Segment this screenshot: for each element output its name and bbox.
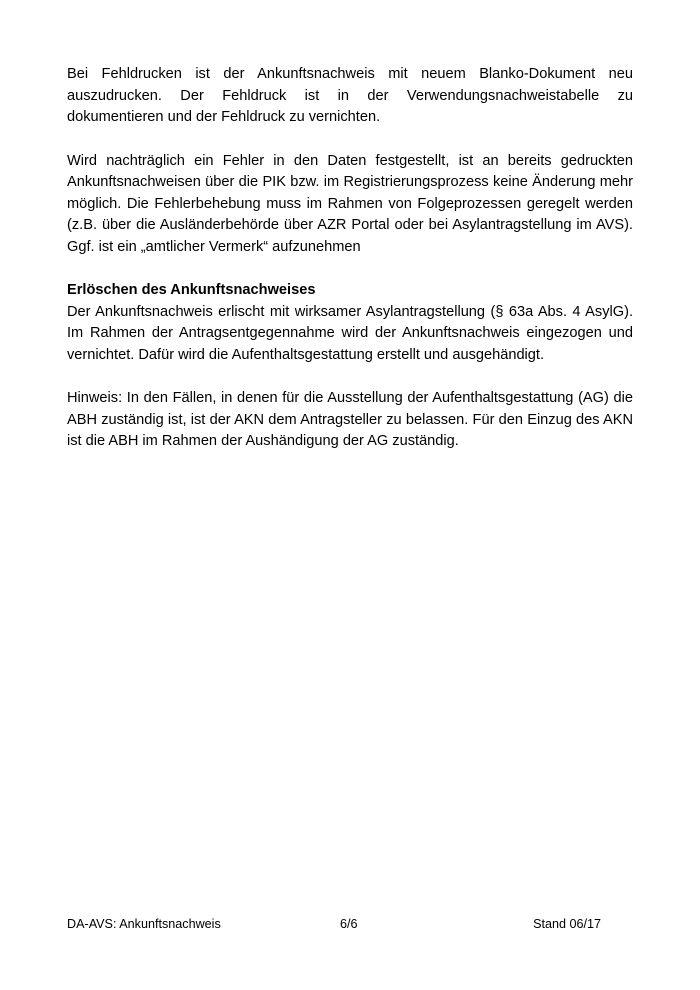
paragraph-hinweis: Hinweis: In den Fällen, in denen für die Ausstellung der Aufenthaltsgestattung (AG) die ABH zuständig ist, ist der AKN dem Antragsteller zu belassen. Für den Einzug des AKN ist die ABH im Rahmen der Aushändigung der AG zuständig. (67, 390, 633, 449)
paragraph-nachtraegliche-fehler: Wird nachträglich ein Fehler in den Daten festgestellt, ist an bereits gedruckten Ankunftsnachweisen über die PIK bzw. im Registrierungsprozess keine Änderung mehr möglich. Die Fehlerbehebung muss im Rahmen von Folgeprozessen geregelt werden (z.B. über die Ausländerbehörde über AZR Portal oder bei Asylantragstellung im AVS). Ggf. ist ein „amtlicher Vermerk“ aufzunehmen (67, 152, 633, 255)
footer-document-title: DA-AVS: Ankunftsnachweis (67, 917, 221, 931)
paragraph-spacer (67, 258, 633, 280)
page-footer (67, 914, 633, 934)
paragraph-spacer (67, 366, 633, 388)
footer-version: Stand 06/17 (533, 917, 601, 931)
page-body (67, 64, 633, 453)
footer-page-number: 6/6 (340, 917, 358, 931)
paragraph-fehldrucke: Bei Fehldrucken ist der Ankunftsnachweis mit neuem Blanko-Dokument neu auszudrucken. Der Fehldruck ist in der Verwendungsnachweistabelle zu dokumentieren und der Fehldruck zu vernichten. (67, 66, 633, 125)
paragraph-spacer (67, 129, 633, 151)
paragraph-erloeschen: Der Ankunftsnachweis erlischt mit wirksamer Asylantragstellung (§ 63a Abs. 4 AsylG). Im Rahmen der Antragsentgegennahme wird der Ankunftsnachweis eingezogen und vernichtet. Dafür wird die Aufenthaltsgestattung erstellt und ausgehändigt. (67, 303, 633, 363)
section-heading: Erlöschen des Ankunftsnachweises (67, 282, 316, 298)
